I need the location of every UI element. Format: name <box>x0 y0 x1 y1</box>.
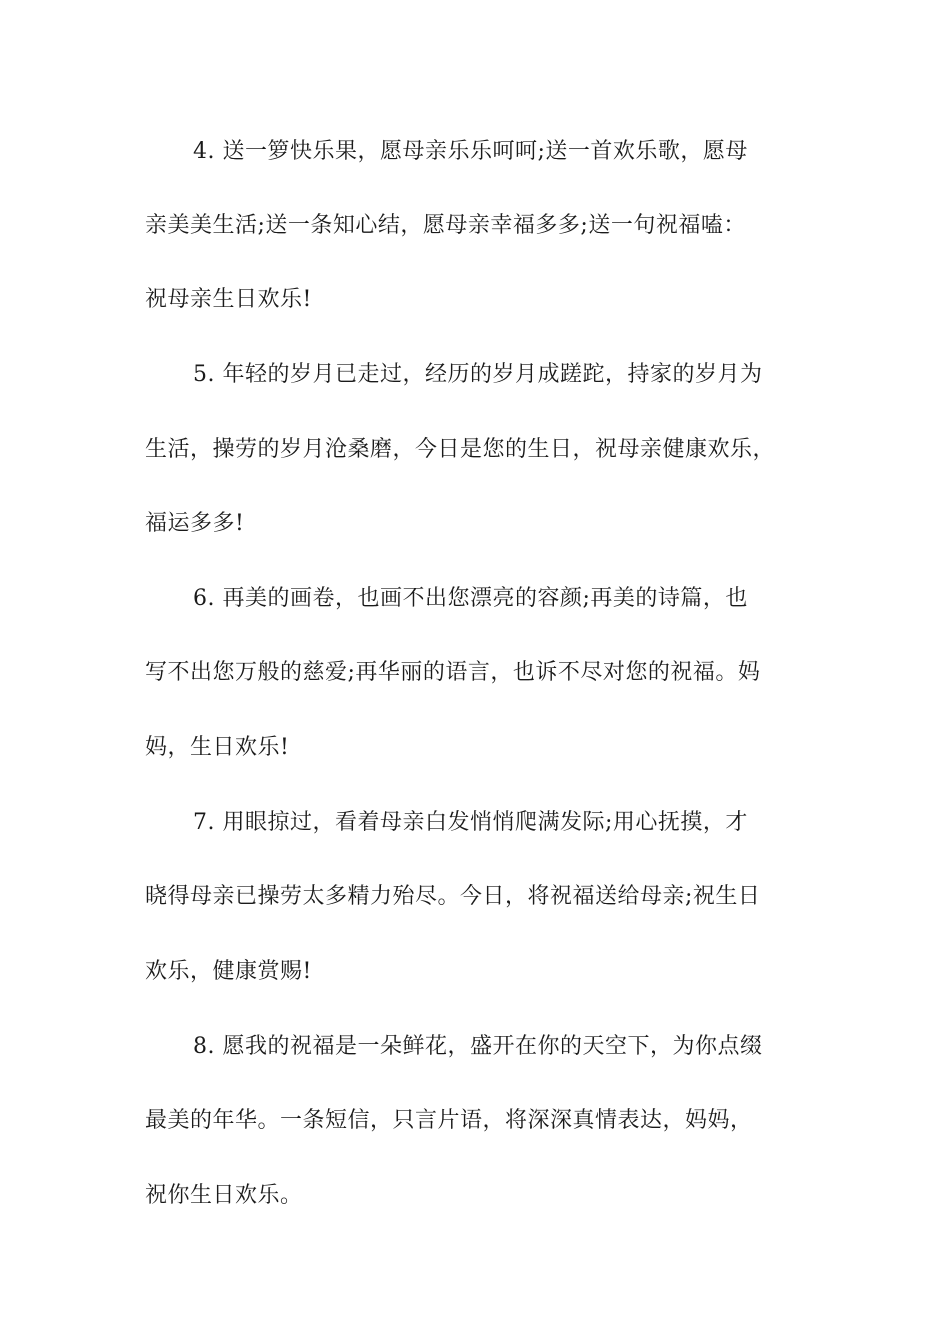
item-7-line-3: 欢乐，健康赏赐! <box>145 959 312 984</box>
item-5-line-2: 生活，操劳的岁月沧桑磨，今日是您的生日，祝母亲健康欢乐， <box>145 437 776 462</box>
item-4-line-2: 亲美美生活;送一条知心结，愿母亲幸福多多;送一句祝福嗑： <box>145 213 746 238</box>
item-6-line-2: 写不出您万般的慈爱;再华丽的语言，也诉不尽对您的祝福。妈 <box>145 660 761 685</box>
item-5-line-1: 5. 年轻的岁月已走过，经历的岁月成蹉跎，持家的岁月为 <box>193 362 763 387</box>
item-7-line-1: 7. 用眼掠过，看着母亲白发悄悄爬满发际;用心抚摸，才 <box>193 810 748 835</box>
item-7-line-2: 晓得母亲已操劳太多精力殆尽。今日，将祝福送给母亲;祝生日 <box>145 884 761 909</box>
item-6-line-3: 妈，生日欢乐! <box>145 735 290 760</box>
item-8-line-1: 8. 愿我的祝福是一朵鲜花，盛开在你的天空下，为你点缀 <box>193 1034 763 1059</box>
item-6-line-1: 6. 再美的画卷，也画不出您漂亮的容颜;再美的诗篇，也 <box>193 586 748 611</box>
item-8-line-2: 最美的年华。一条短信，只言片语，将深深真情表达，妈妈， <box>145 1108 753 1133</box>
item-4-line-3: 祝母亲生日欢乐! <box>145 287 312 312</box>
item-5-line-3: 福运多多! <box>145 511 245 536</box>
item-8-line-3: 祝你生日欢乐。 <box>145 1183 303 1208</box>
item-4-line-1: 4. 送一箩快乐果，愿母亲乐乐呵呵;送一首欢乐歌，愿母 <box>193 139 748 164</box>
